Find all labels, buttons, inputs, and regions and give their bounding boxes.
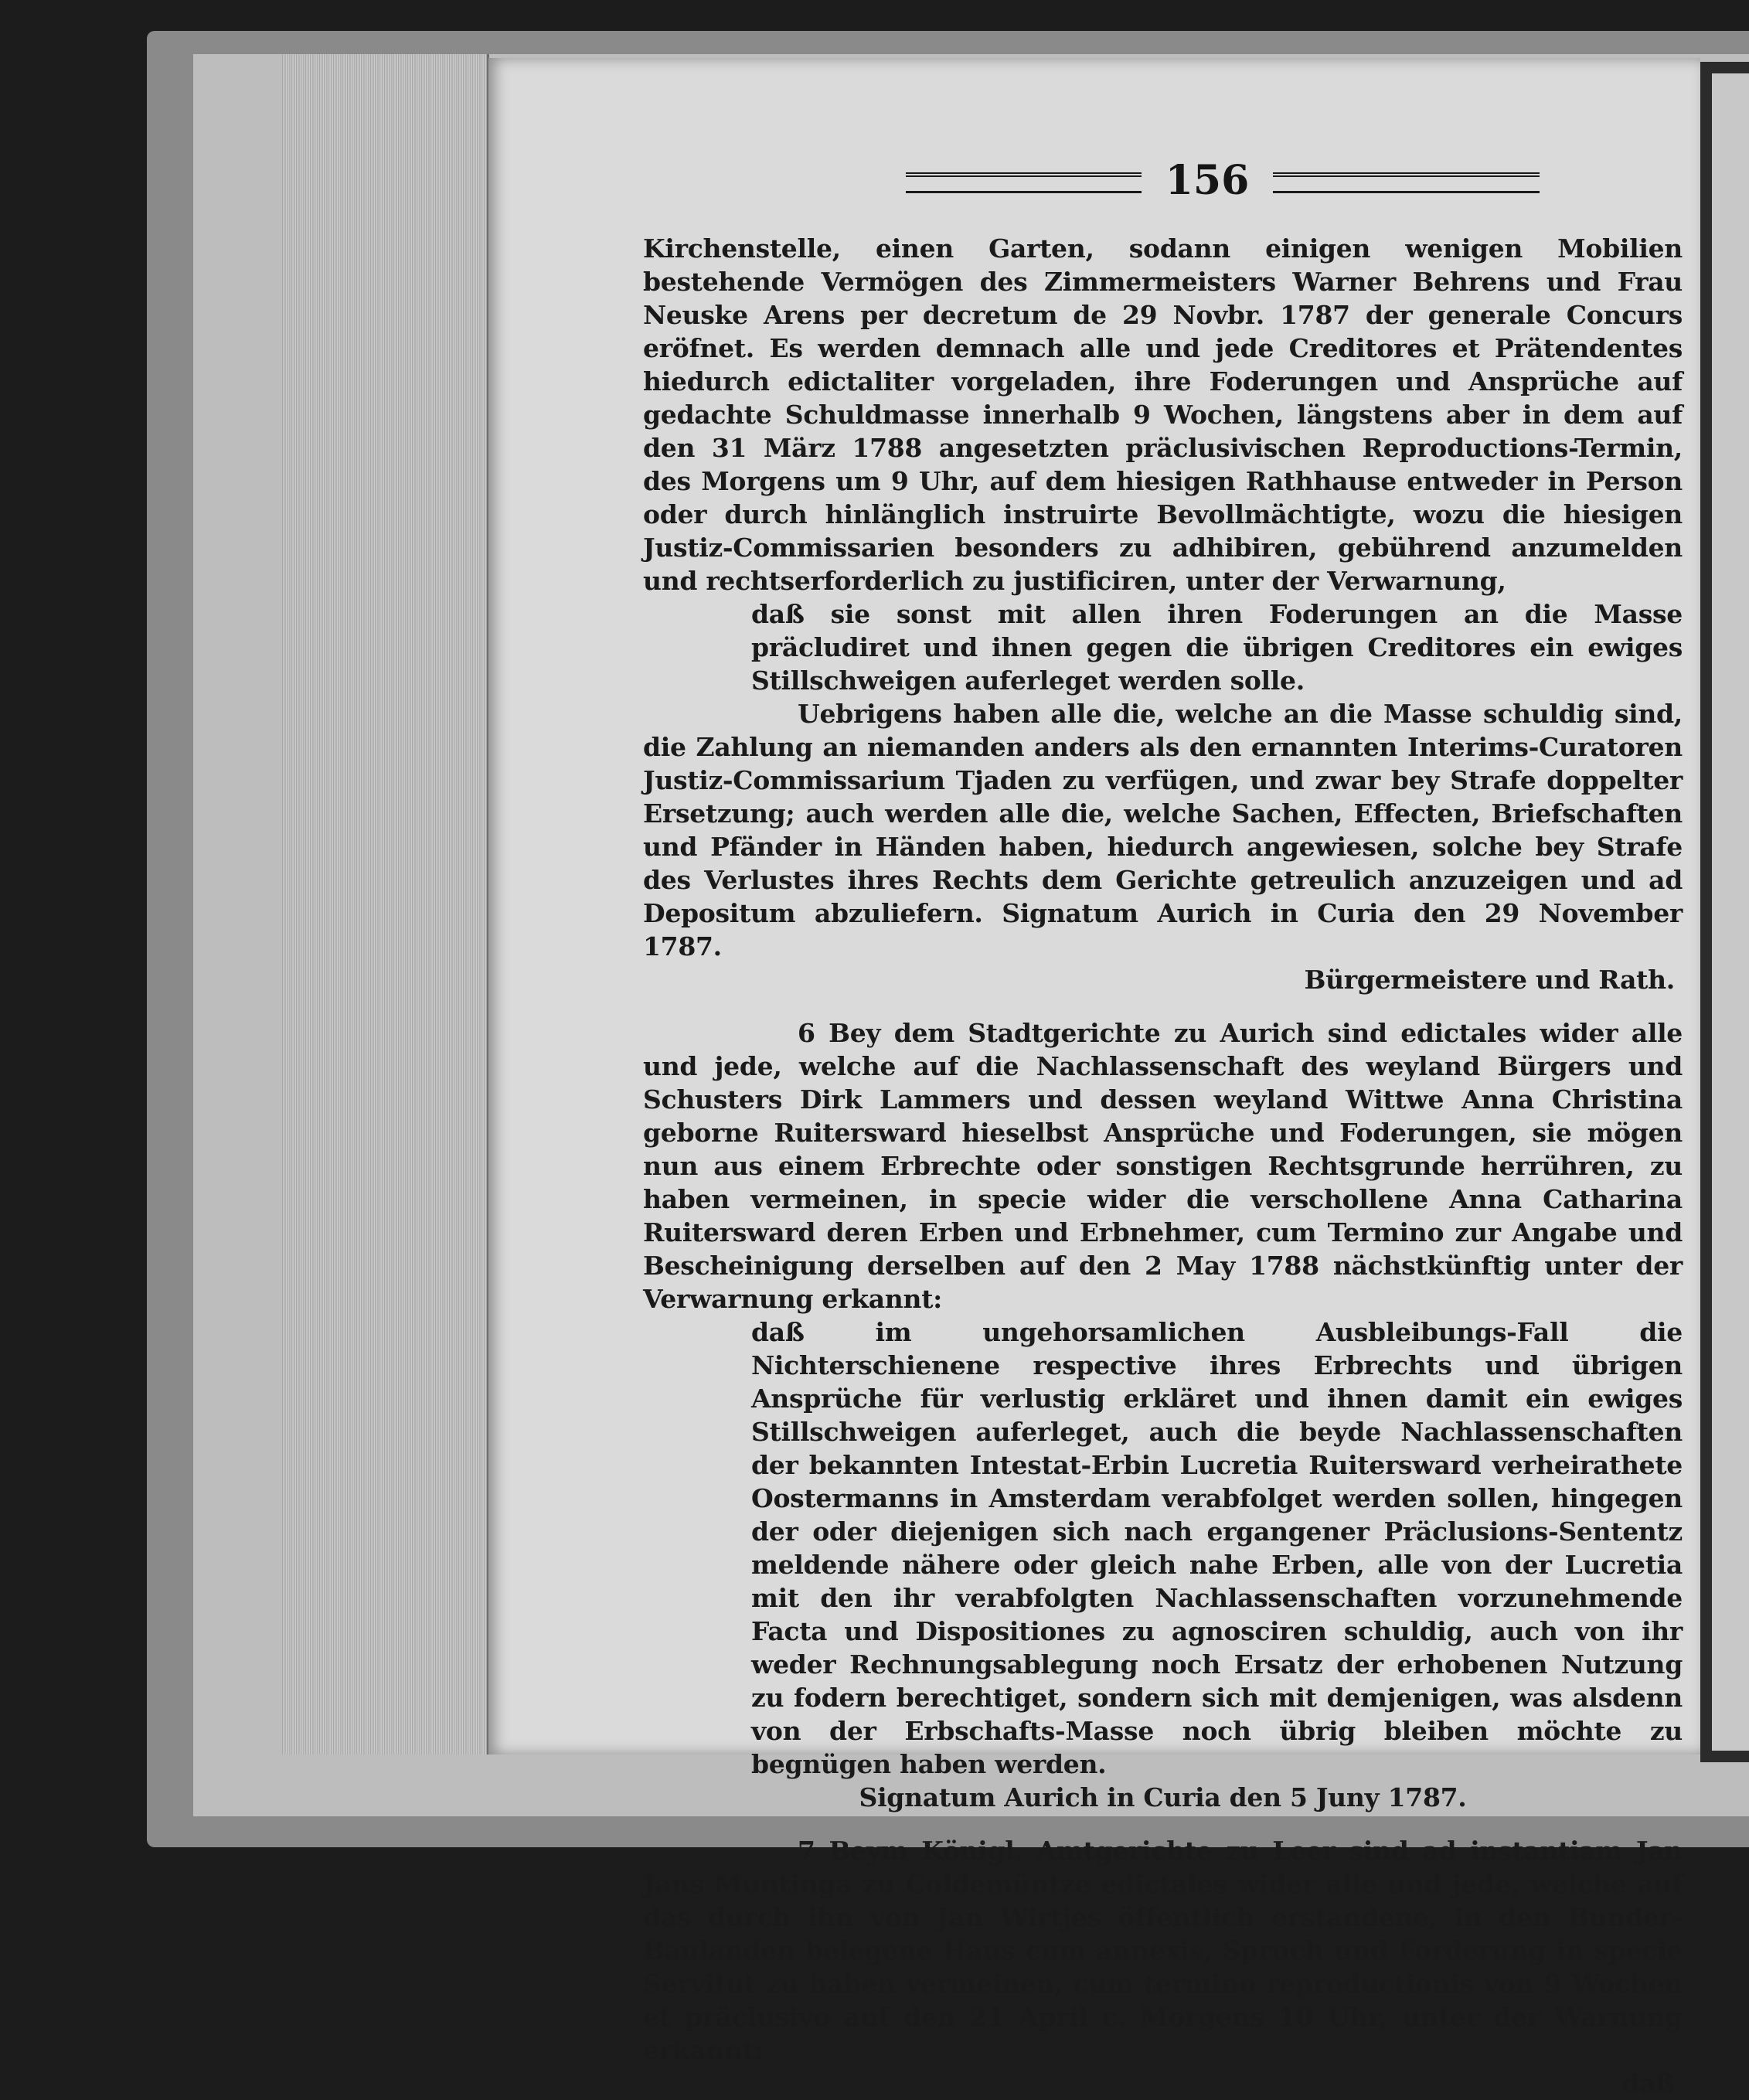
header-rule-right [1261,172,1540,193]
facing-page-edge [1712,73,1749,1751]
book-page [488,58,1700,2098]
page-number: 156 [1142,157,1273,204]
page-edges [282,54,489,1755]
paragraph: Kirchenstelle, einen Garten, sodann einigen wenigen Mobilien bestehende Vermögen des Zimmermeisters Warner Behrens und Frau Neuske Arens per decretum de 29 Novbr. 1787 der generale Concurs eröfnet. Es werden demnach alle und jede Creditores et Prätendentes hiedurch edictaliter vorgeladen, ihre Foderungen und Ansprüche auf gedachte Schuldmasse innerhalb 9 Wochen, längstens aber in dem auf den 31 März 1788 angesetzten präclusivischen Reproductions-Termin, des Morgens um 9 Uhr, auf dem hiesigen Rathhause entweder in Person oder durch hinlänglich instruirte Bevollmächtigte, wozu die hiesigen Justiz-Commissarien besonders zu adhibiren, gebührend anzumelden und rechtserforderlich zu justificiren, unter der Verwarnung, [643,233,1683,596]
notice-entry: 7 Beym Königl. Amtgerichte zu Leer sind ad instantiam Jan Jans Muntinga zu Coldemüntze edictales wider alle und jede, welche auf das durch ihn von Jan Wirtjes öffentlich erstandene, in den Bunder-Baulanden belegene Haus cum annexis, Spruch und Forderung in specie Servitut zu haben vermeinen, cum termino reproductionis von 9 Wochen et präclusivo auf den 21 April c. Morgens 10 Uhr, unter der Warnung erkannt: [643,1836,1683,2065]
signature: Signatum Aurich in Curia den 5 Juny 1787. [859,1782,1467,1812]
warning-clause: daß sie sonst mit allen ihren Foderungen an die Masse präcludiret und ihnen gegen die übrigen Creditores ein ewiges Stillschweigen auferleget werden solle. [751,599,1683,696]
catchword: daß [1621,2068,1675,2098]
page-header [488,157,1700,203]
paragraph: Uebrigens haben alle die, welche an die Masse schuldig sind, die Zahlung an niemanden anders als den ernannten Interims-Curatoren Justiz-Commissarium Tjaden zu verfügen, und zwar bey Strafe doppelter Ersetzung; auch werden alle die, welche Sachen, Effecten, Briefschaften und Pfänder in Händen haben, hiedurch angewiesen, solche bey Strafe des Verlustes ihres Rechts dem Gerichte getreulich anzuzeigen und ad Depositum abzuliefern. Signatum Aurich in Curia den 29 November 1787. [643,699,1683,962]
warning-clause: daß im ungehorsamlichen Ausbleibungs-Fall die Nichterschienene respective ihres Erbrechts und übrigen Ansprüche für verlustig erkläret und ihnen damit ein ewiges Stillschweigen auferleget, auch die beyde Nachlassenschaften der bekannten Intestat-Erbin Lucretia Ruitersward verheirathete Oostermanns in Amsterdam verabfolget werden sollen, hingegen der oder diejenigen sich nach ergangener Präclusions-Sententz meldende nähere oder gleich nahe Erben, alle von der Lucretia mit den ihr verabfolgten Nachlassenschaften vorzunehmende Facta und Dispositiones zu agnosciren schuldig, auch von ihr weder Rechnungsablegung noch Ersatz der erhobenen Nutzung zu fodern berechtiget, sondern sich mit demjenigen, was alsdenn von der Erbschafts-Masse noch übrig bleiben möchte zu begnügen haben werden. [751,1317,1683,1779]
page-text [643,232,1683,2100]
signature: Bürgermeistere und Rath. [1304,965,1675,995]
notice-entry: 6 Bey dem Stadtgerichte zu Aurich sind edictales wider alle und jede, welche auf die Nachlassenschaft des weyland Bürgers und Schusters Dirk Lammers und dessen weyland Wittwe Anna Christina geborne Ruitersward hieselbst Ansprüche und Foderungen, sie mögen nun aus einem Erbrechte oder sonstigen Rechtsgrunde herrühren, zu haben vermeinen, in specie wider die verschollene Anna Catharina Ruitersward deren Erben und Erbnehmer, cum Termino zur Angabe und Bescheinigung derselben auf den 2 May 1788 nächstkünftig unter der Verwarnung erkannt: [643,1018,1683,1314]
